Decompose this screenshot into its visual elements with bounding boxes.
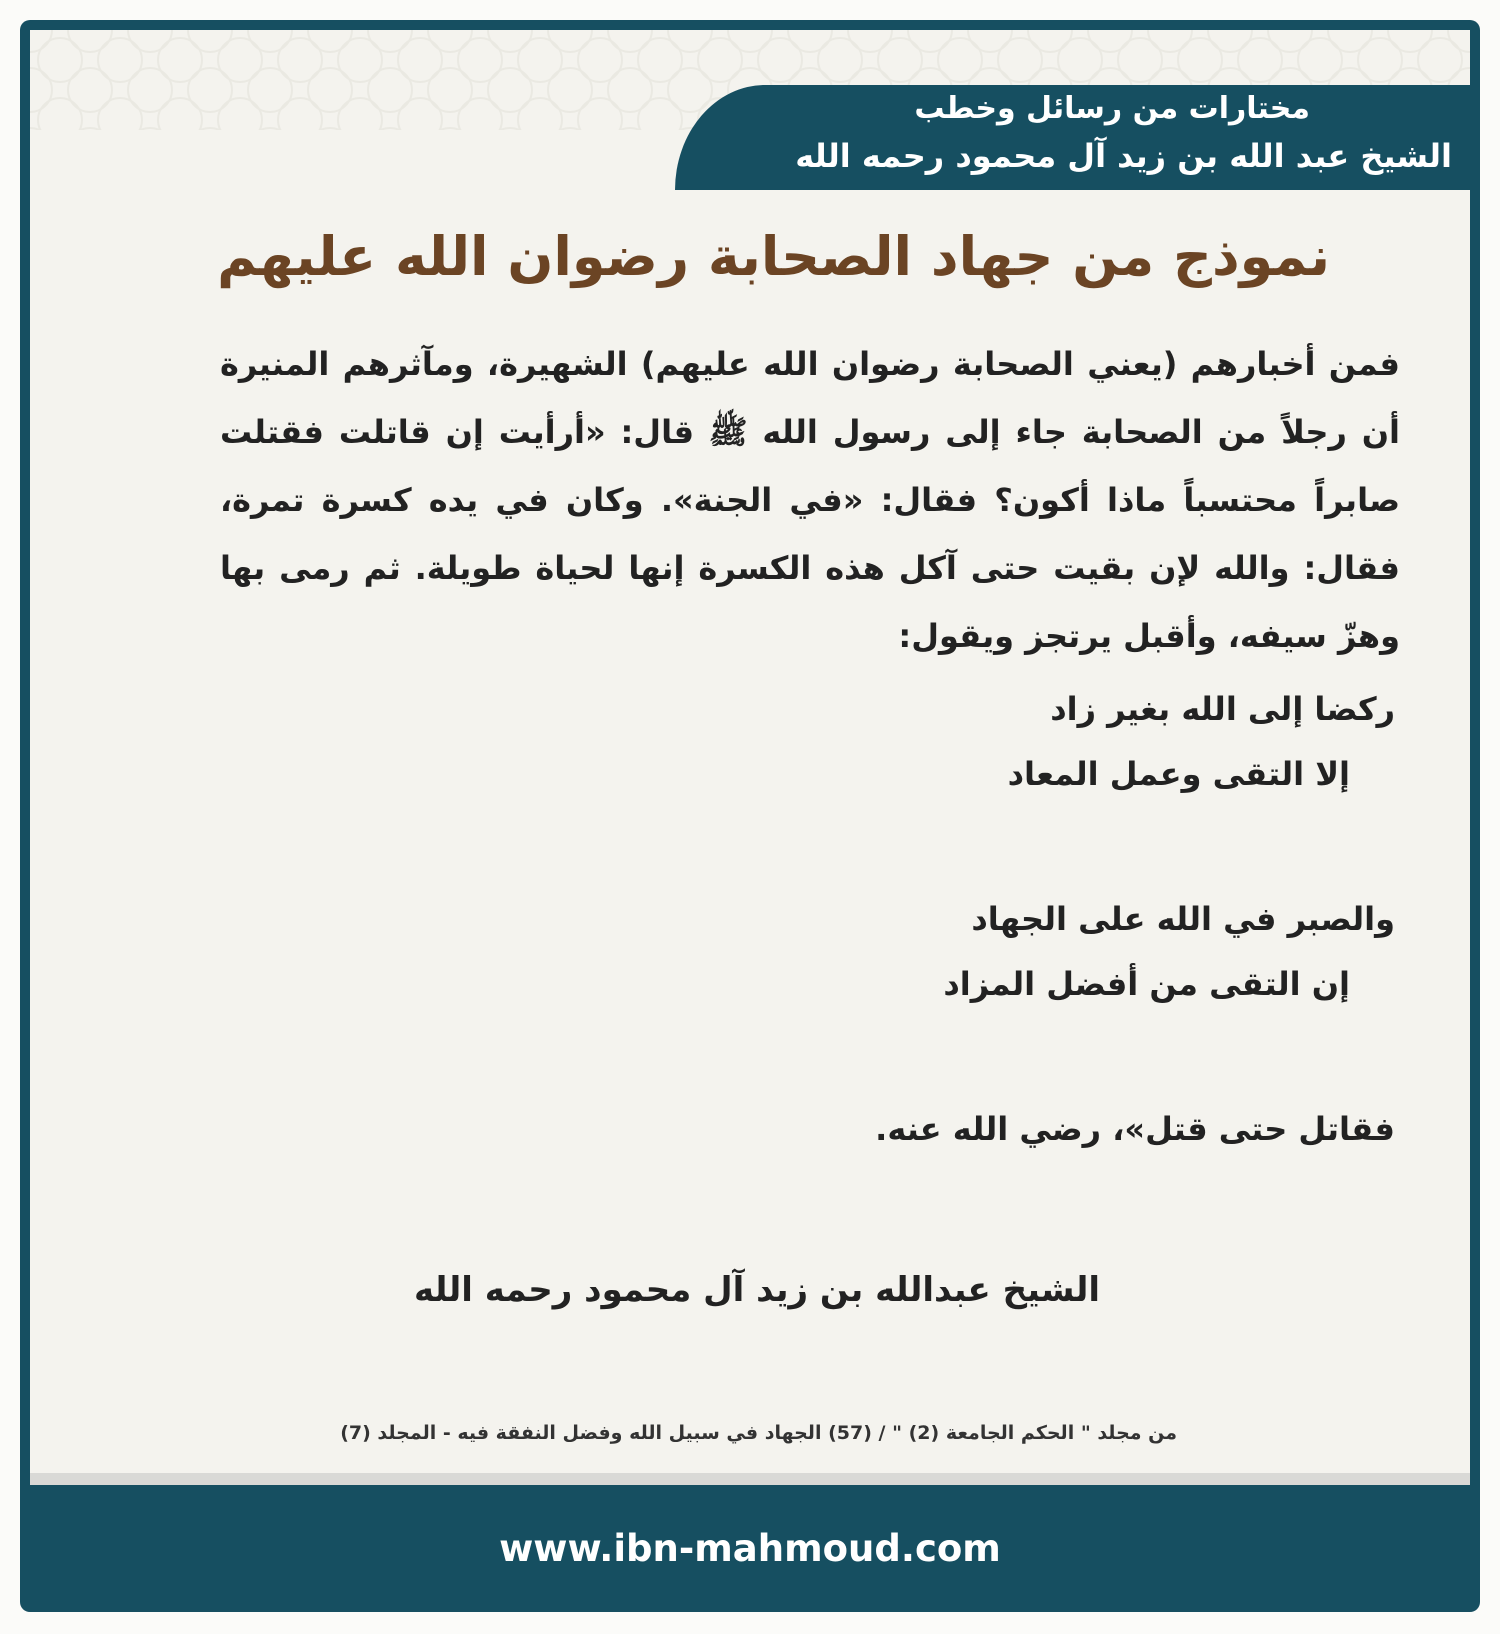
verse-line-3: والصبر في الله على الجهاد [971, 900, 1395, 938]
page-title: نموذج من جهاد الصحابة رضوان الله عليهم [217, 225, 1330, 288]
series-title: مختارات من رسائل وخطب [914, 91, 1310, 126]
article-paragraph: فمن أخبارهم (يعني الصحابة رضوان الله عليهم) الشهيرة، ومآثرهم المنيرة أن رجلاً من الصحابة جاء إلى رسول الله ﷺ قال: «أرأيت إن قاتلت فقتلت صابراً محتسباً ماذا أكون؟ فقال: «في الجنة». وكان في يده كسرة تمرة، فقال: والله لإن بقيت حتى آكل هذه الكسرة إنها لحياة طويلة. ثم رمى بها وهزّ سيفه، وأقبل يرتجز ويقول: [220, 345, 1400, 655]
verse-line-2: إلا التقى وعمل المعاد [1007, 755, 1350, 793]
closing-line: فقاتل حتى قتل»، رضي الله عنه. [875, 1110, 1395, 1148]
author-name: الشيخ عبد الله بن زيد آل محمود رحمه الله [795, 137, 1452, 175]
signature: الشيخ عبدالله بن زيد آل محمود رحمه الله [414, 1270, 1100, 1310]
header-badge [675, 85, 1480, 190]
website-link[interactable]: www.ibn-mahmoud.com [499, 1527, 1001, 1570]
verse-line-4: إن التقى من أفضل المزاد [943, 965, 1350, 1003]
source-reference: من مجلد " الحكم الجامعة (2) " / (57) الجهاد في سبيل الله وفضل النفقة فيه - المجلد (7) [340, 1422, 1177, 1444]
verse-line-1: ركضا إلى الله بغير زاد [1050, 690, 1395, 728]
card-bottom-edge [30, 1473, 1470, 1485]
